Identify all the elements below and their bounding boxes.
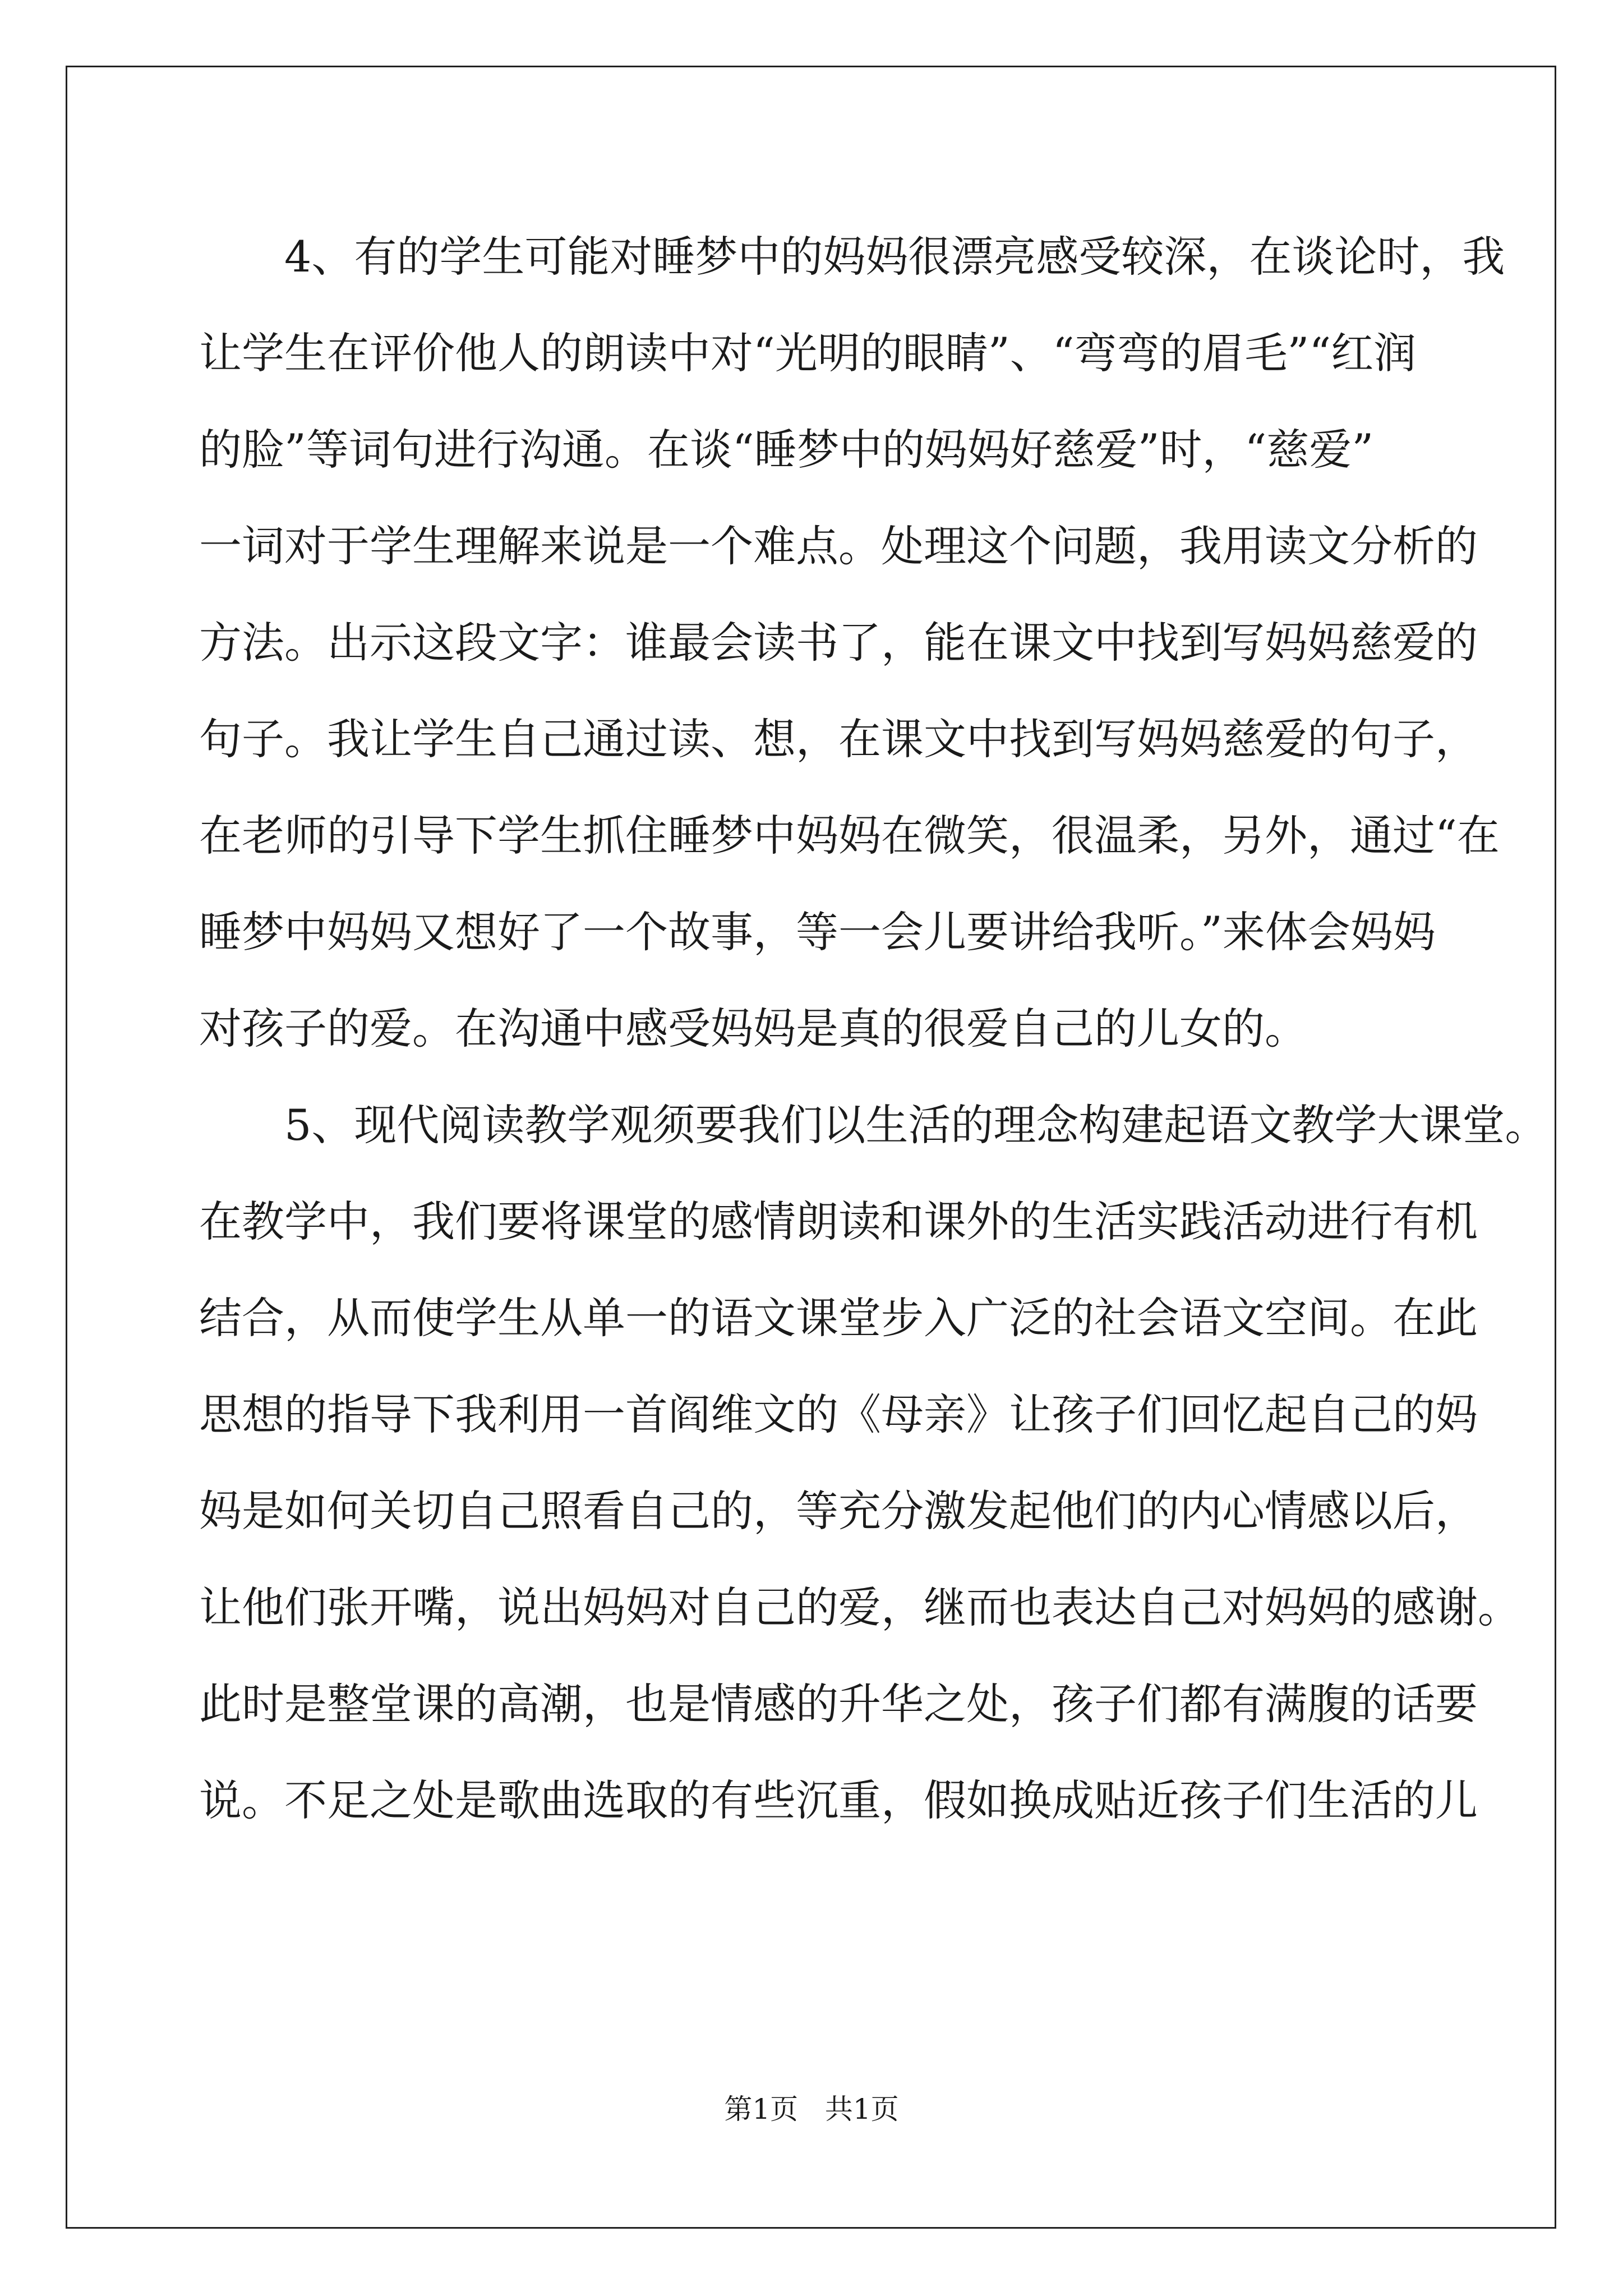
text-line: 此时是整堂课的高潮，也是情感的升华之处，孩子们都有满腹的话要 xyxy=(199,1679,1478,1729)
text-line: 一词对于学生理解来说是一个难点。处理这个问题，我用读文分析的 xyxy=(199,521,1478,571)
text-line: 睡梦中妈妈又想好了一个故事，等一会儿要讲给我听。”来体会妈妈 xyxy=(199,907,1436,957)
text-line: 思想的指导下我利用一首阎维文的《母亲》让孩子们回忆起自己的妈 xyxy=(199,1389,1478,1439)
text-line: 的脸”等词句进行沟通。在谈“睡梦中的妈妈好慈爱”时，“慈爱” xyxy=(199,425,1374,475)
text-line: 结合，从而使学生从单一的语文课堂步入广泛的社会语文空间。在此 xyxy=(199,1293,1478,1343)
document-body xyxy=(199,209,1548,1849)
text-line: 在老师的引导下学生抓住睡梦中妈妈在微笑，很温柔，另外，通过“在 xyxy=(199,811,1500,861)
text-line: 4、有的学生可能对睡梦中的妈妈很漂亮感受较深，在谈论时，我 xyxy=(284,232,1505,282)
text-line: 说。不足之处是歌曲选取的有些沉重，假如换成贴近孩子们生活的儿 xyxy=(199,1775,1478,1825)
text-line: 妈是如何关切自己照看自己的，等充分激发起他们的内心情感以后， xyxy=(199,1486,1478,1536)
text-line: 在教学中，我们要将课堂的感情朗读和课外的生活实践活动进行有机 xyxy=(199,1197,1478,1246)
text-line: 让他们张开嘴，说出妈妈对自己的爱，继而也表达自己对妈妈的感谢。 xyxy=(199,1582,1520,1632)
text-line: 对孩子的爱。在沟通中感受妈妈是真的很爱自己的儿女的。 xyxy=(199,1004,1307,1053)
text-line: 句子。我让学生自己通过读、想，在课文中找到写妈妈慈爱的句子， xyxy=(199,714,1478,764)
text-line: 方法。出示这段文字：谁最会读书了，能在课文中找到写妈妈慈爱的 xyxy=(199,618,1478,668)
page-footer: 第1页 共1页 xyxy=(724,2093,899,2125)
text-line: 让学生在评价他人的朗读中对“光明的眼睛”、“弯弯的眉毛”“红润 xyxy=(199,328,1417,378)
text-line: 5、现代阅读教学观须要我们以生活的理念构建起语文教学大课堂。 xyxy=(284,1100,1548,1150)
